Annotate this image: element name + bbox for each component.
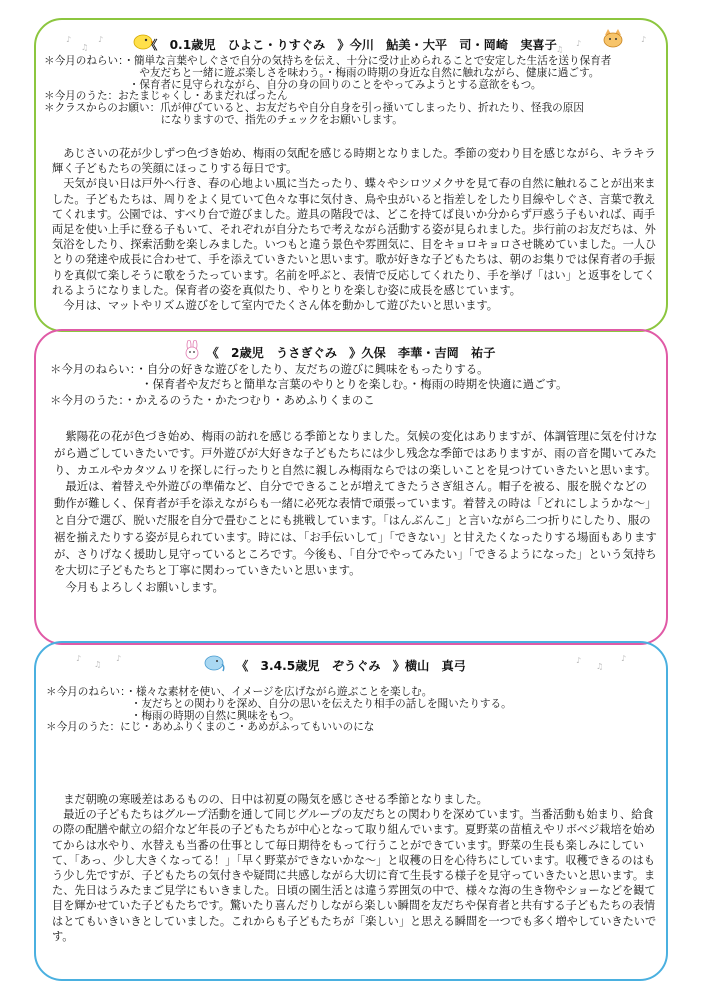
section-body: まだ朝晩の寒暖差はあるものの、日中は初夏の陽気を感じさせる季節となりました。 最近の子どもたちはグループ活動を通して同じグループの友だちとの関わりを深めています。当番活動も始まり、給食の際の配膳や献立の紹介など年長の子どもたちが中心となって取り組んでいます。夏野菜の苗植えやリボベジ栽培を始めてからは水やり、水替えも当番の仕事として毎日期待をもって行うことができています。野菜の生長も楽しみにしていて、「あっ、少し大きくなってる！」「早く野菜ができないかな～」と収穫の日を心待ちにしています。収穫できるのはもう少し先ですが、子どもたちの気付きや疑問に共感しながら大切に育て生長する様子を見守っていきたいと思います。また、先日はうみたまご見学にもいきました。日頃の園生活とは違う雰囲気の中で、様々な海の生き物やショーなどを観て目を輝かせていた子どもたちです。驚いたり喜んだりしながら楽しい瞬間を友だちや保育者と共有する子どもたちの表情はとてもいきいきとしていました。これからも子どもたちが「楽しい」と思える瞬間を一つでも多く増やしていきたいです。	[52, 793, 657, 943]
class-goals: ＊今月のねらい：・自分の好きな遊びをしたり、友だちの遊びに興味をもったりする。 ・保育者や友だちと簡単な言葉のやりとりを楽しむ。・梅雨の時期を快適に過ごす。 ＊今月のうた：・かえるのうた・かたつむり・あめふりくまのこ	[50, 362, 568, 407]
svg-text:♪: ♪	[621, 654, 627, 663]
svg-text:♪: ♪	[576, 656, 582, 665]
svg-text:♪: ♪	[116, 654, 122, 663]
svg-text:♫: ♫	[556, 45, 564, 54]
section-header: 《 0.1歳児 ひよこ・りすぐみ 》今川 鮎美・大平 司・岡崎 実喜子	[145, 38, 557, 52]
section-body: あじさいの花が少しずつ色づき始め、梅雨の気配を感じる時期となりました。季節の変わり目を感じながら、キラキラ輝く子どもたちの笑顔にほっこりする毎日です。 天気が良い日は戸外へ行き、春の心地よい風に当たったり、蝶々やシロツメクサを見て春の自然に触れることが出来ました。子どもたちは、周りをよく見ていて色々な事に気付き、鳥や虫がいると指差しをしたり目線やしぐさ、言葉で教えてくれます。公園では、すべり台で遊びました。遊具の階段では、どこを持てば良いか分からず戸惑う子もいれば、両手両足を使い上手に登る子もいて、それぞれが自分たちで考えながら活動する姿が見られました。歩行前のお友だちは、外気浴をしたり、探索活動を楽しみました。いつもと違う景色や雰囲気に、目をキョロキョロさせ眺めていました。一人ひとりの発達や成長に合わせて、手を添えていきたいと思います。歌が好きな子どもたちは、朝のお集りでは保育者の手振りを真似て楽しそうに歌をうたっています。名前を呼ぶと、表情で反応してくれたり、手を挙げ「はい」と返事をしてくれるようになりました。保育者の姿を真似たり、やりとりを楽しむ姿に成長を感じています。 今月は、マットやリズム遊びをして室内でたくさん体を動かして遊びたいと思います。	[52, 147, 657, 313]
section-class-2	[34, 329, 668, 645]
section-class-1	[34, 18, 668, 332]
svg-text:♫: ♫	[596, 662, 604, 671]
class-goals: ＊今月のねらい：・様々な素材を使い、イメージを広げながら遊ぶことを楽しむ。 ・友だちとの関わりを深め、自分の思いを伝えたり相手の話しを聞いたりする。 ・梅雨の時期の自然に興味をもつ。 ＊今月のうた：にじ・あめふりくまのこ・あめがふってもいいのにな	[46, 686, 512, 734]
class-goals: ＊今月のねらい：・簡単な言葉やしぐさで自分の気持ちを伝え、十分に受け止められることで安定した生活を送り保育者 や友だちと一緒に遊ぶ楽しさを味わう。・梅雨の時期の身近な自然に触れながら、健康に過ごす。 ・保育者に見守られながら、自分の身の回りのことをやってみようとする意欲をもつ。 ＊今月のうた：おたまじゃくし・あまだればったん ＊クラスからのお願い：爪が伸びていると、お友だちや自分自身を引っ掻いてしまったり、折れたり、怪我の原因 になりますので、指先のチェックをお願いします。	[44, 55, 612, 126]
svg-text:♪: ♪	[641, 35, 647, 44]
svg-text:♫: ♫	[94, 660, 102, 669]
svg-text:♫: ♫	[81, 43, 89, 52]
svg-text:♪: ♪	[98, 35, 104, 44]
section-header: 《 2歳児 うさぎぐみ 》久保 李華・吉岡 祐子	[206, 346, 496, 360]
section-class-3	[34, 641, 668, 981]
section-header: 《 3.4.5歳児 ぞうぐみ 》横山 真弓	[236, 659, 466, 673]
svg-text:♪: ♪	[576, 39, 582, 48]
section-body: 紫陽花の花が色づき始め、梅雨の訪れを感じる季節となりました。気候の変化はありますが、体調管理に気を付けながら過ごしていきたいです。戸外遊びが大好きな子どもたちには少し残念な季節ではありますが、雨の音を聞いてみたり、カエルやカタツムリを探しに行ったりと自然に親しみ梅雨ならではの楽しいことを見つけていきたいと思います。 最近は、着替えや外遊びの準備など、自分でできることが増えてきたうさぎ組さん。帽子を被る、服を脱ぐなどの動作が難しく、保育者が手を添えながらも一緒に必死な表情で頑張っています。着替えの時は「どれにしようかな～」と自分で選び、脱いだ服を自分で畳むことにも挑戦しています。「はんぶんこ」と言いながら二つ折りにしたり、服の裾を揃えたりする姿が見られています。時には、「お手伝いして」「できない」と甘えたくなったりする場面もありますが、さりげなく援助し見守っているところです。今後も、「自分でやってみたい」「できるようになった」という気持ちを大切に子どもたちと丁寧に関わっていきたいと思います。 今月もよろしくお願いします。	[54, 429, 658, 595]
svg-text:♪: ♪	[76, 654, 82, 663]
svg-text:♪: ♪	[66, 35, 72, 44]
